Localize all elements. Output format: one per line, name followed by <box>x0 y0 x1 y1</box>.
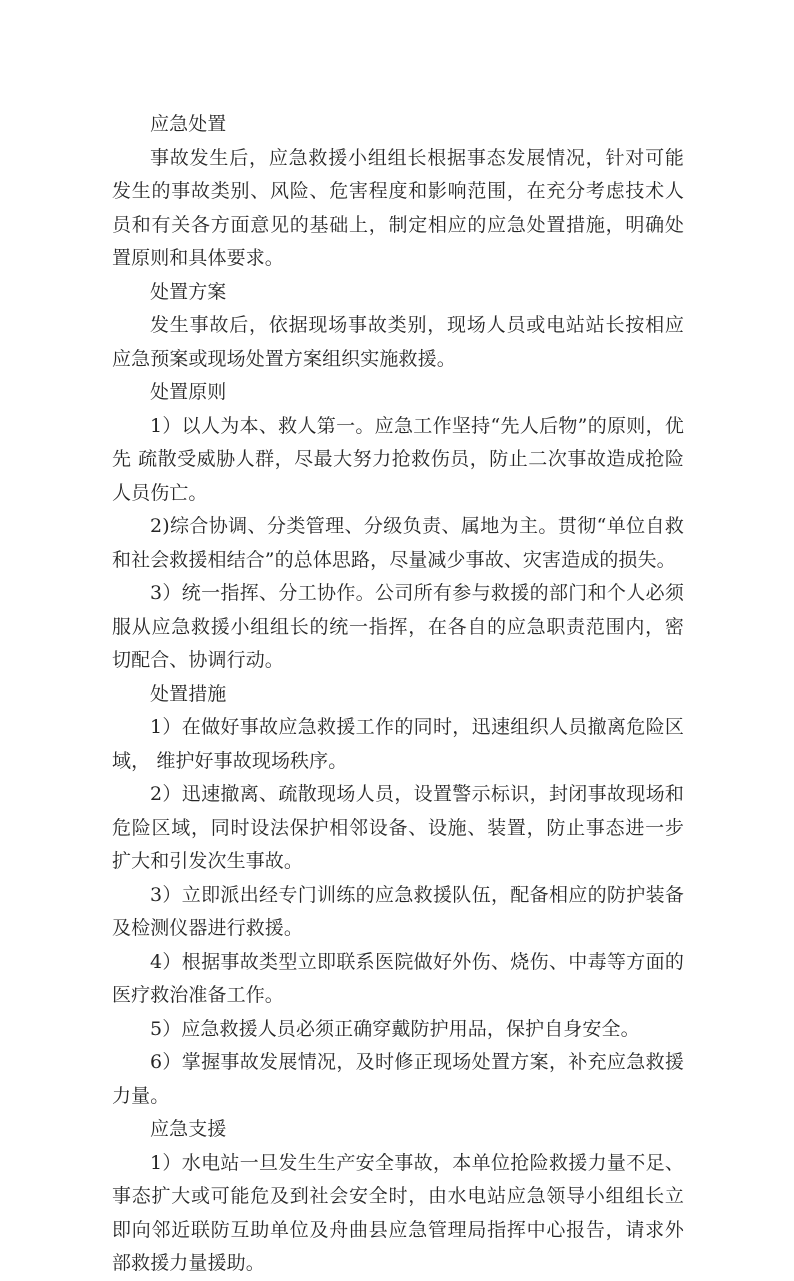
body-paragraph: 1）在做好事故应急救援工作的同时，迅速组织人员撤离危险区域， 维护好事故现场秩序。 <box>112 716 684 772</box>
section-heading: 处置措施 <box>150 682 227 705</box>
body-paragraph: 发生事故后，依据现场事故类别，现场人员或电站站长按相应应急预案或现场处置方案组织实施救援。 <box>112 314 684 370</box>
section-heading: 应急处置 <box>150 113 227 135</box>
body-paragraph: 4）根据事故类型立即联系医院做好外伤、烧伤、中毒等方面的医疗救治准备工作。 <box>112 950 684 1006</box>
body-paragraph: 2）迅速撤离、疏散现场人员，设置警示标识，封闭事故现场和危险区域，同时设法保护相邻设备、设施、装置，防止事态进一步扩大和引发次生事故。 <box>112 783 684 872</box>
section-heading: 应急支援 <box>150 1118 227 1140</box>
body-paragraph: 事故发生后，应急救援小组组长根据事态发展情况，针对可能发生的事故类别、风险、危害程度和影响范围，在充分考虑技术人员和有关各方面意见的基础上，制定相应的应急处置措施，明确处置原则和具体要求。 <box>112 146 684 269</box>
body-paragraph: 3）统一指挥、分工协作。公司所有参与救援的部门和个人必须服从应急救援小组组长的统一指挥，在各自的应急职责范围内，密切配合、协调行动。 <box>112 582 684 671</box>
section-heading: 处置原则 <box>150 381 227 403</box>
body-paragraph: 1）水电站一旦发生生产安全事故，本单位抢险救援力量不足、事态扩大或可能危及到社会安全时，由水电站应急领导小组组长立即向邻近联防互助单位及舟曲县应急管理局指挥中心报告，请求外部救援力量援助。 <box>112 1151 684 1274</box>
body-paragraph: 3）立即派出经专门训练的应急救援队伍，配备相应的防护装备及检测仪器进行救援。 <box>112 883 684 939</box>
document-body <box>112 108 684 1281</box>
section-heading: 处置方案 <box>150 280 227 303</box>
body-paragraph: 2)综合协调、分类管理、分级负责、属地为主。贯彻“单位自救和社会救援相结合”的总体思路，尽量减少事故、灾害造成的损失。 <box>112 515 684 571</box>
body-paragraph: 1）以人为本、救人第一。应急工作坚持“先人后物”的原则，优先 疏散受威胁人群，尽最大努力抢救伤员，防止二次事故造成抢险人员伤亡。 <box>112 414 684 504</box>
body-paragraph: 6）掌握事故发展情况，及时修正现场处置方案，补充应急救援力量。 <box>112 1051 684 1107</box>
body-paragraph: 5）应急救援人员必须正确穿戴防护用品，保护自身安全。 <box>150 1017 640 1040</box>
